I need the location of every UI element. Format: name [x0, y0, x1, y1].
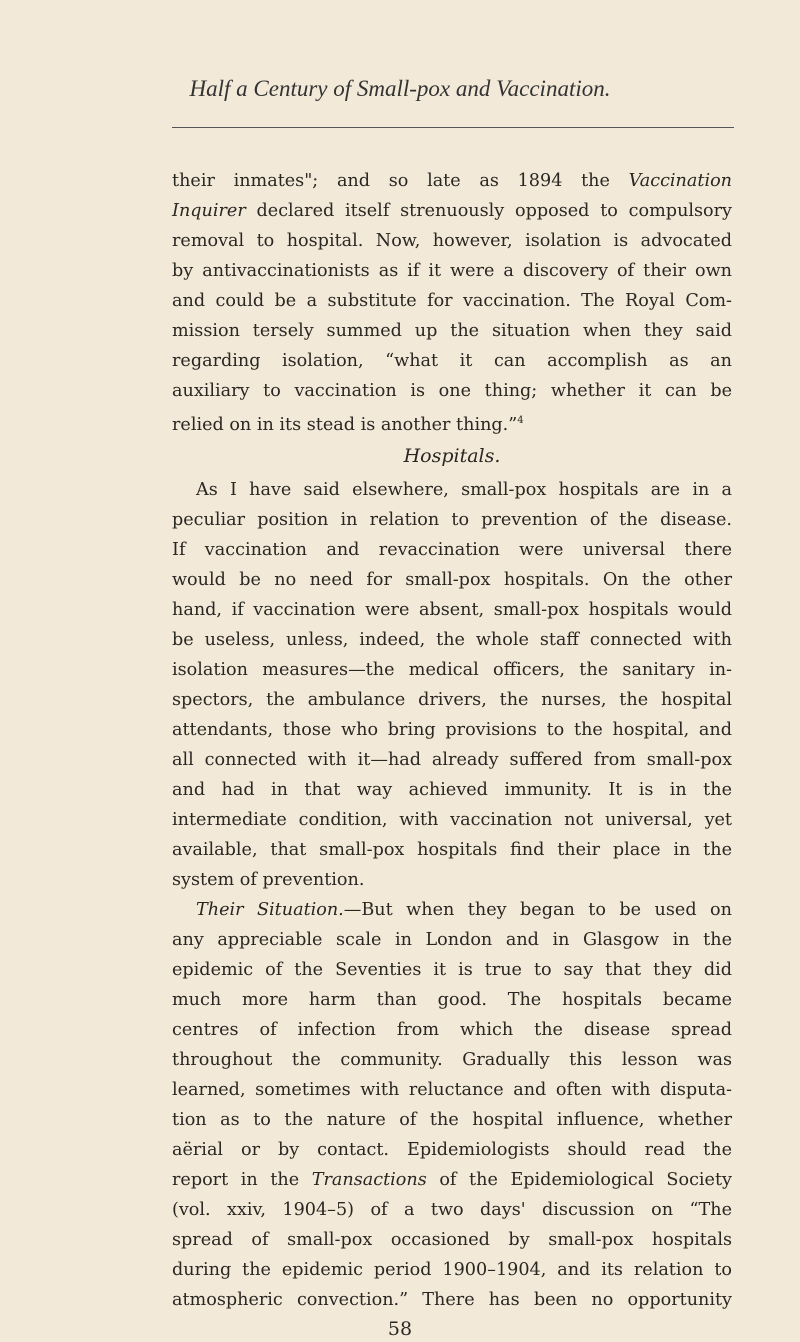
- text-run: aërial or by contact. Epidemiologists should read the: [172, 1140, 732, 1160]
- text-line: [172, 475, 732, 505]
- text-run: tion as to the nature of the hospital influence, whether: [172, 1110, 732, 1130]
- text-line: [172, 565, 732, 595]
- italic-text: Transactions: [311, 1170, 427, 1190]
- text-run: during the epidemic period 1900–1904, and its relation to: [172, 1260, 732, 1280]
- text-run: epidemic of the Seventies it is true to say that they did: [172, 960, 732, 980]
- text-line: [172, 1165, 732, 1195]
- section-heading: Hospitals.: [403, 445, 501, 467]
- text-line: [172, 256, 732, 286]
- text-run: available, that small-pox hospitals find their place in the: [172, 840, 732, 860]
- paragraph: [172, 166, 732, 436]
- text-line: [172, 625, 732, 655]
- text-run: all connected with it—had already suffered from small-pox: [172, 750, 732, 770]
- text-run: by antivaccinationists as if it were a discovery of their own: [172, 261, 732, 281]
- text-line: [172, 655, 732, 685]
- text-line: [172, 505, 732, 535]
- text-line: [172, 985, 732, 1015]
- text-run: —But when they began to be used on: [343, 900, 732, 920]
- text-line: [172, 1015, 732, 1045]
- text-run: isolation measures—the medical officers, the sanitary in-: [172, 660, 732, 680]
- text-line: [172, 286, 732, 316]
- text-line: [172, 1195, 732, 1225]
- text-run: be useless, unless, indeed, the whole staff connected with: [172, 630, 732, 650]
- italic-text: Vaccination: [628, 171, 732, 191]
- text-line: [172, 745, 732, 775]
- text-line: [172, 715, 732, 745]
- text-run: atmospheric convection.” There has been no opportunity: [172, 1290, 732, 1310]
- text-run: declared itself strenuously opposed to compulsory: [245, 201, 732, 221]
- text-run: system of prevention.: [172, 870, 365, 890]
- text-run: learned, sometimes with reluctance and often with disputa-: [172, 1080, 732, 1100]
- text-line: [172, 406, 732, 436]
- page-number: 58: [387, 1318, 413, 1340]
- text-run: (vol. xxiv, 1904–5) of a two days' discussion on “The: [172, 1200, 732, 1220]
- text-line: [172, 1135, 732, 1165]
- paragraph: [172, 475, 732, 895]
- italic-text: Their Situation.: [196, 900, 344, 920]
- text-run: any appreciable scale in London and in Glasgow in the: [172, 930, 732, 950]
- text-line: [172, 775, 732, 805]
- text-run: and could be a substitute for vaccination. The Royal Com-: [172, 291, 732, 311]
- footnote-ref: 4: [517, 415, 524, 426]
- text-run: attendants, those who bring provisions to the hospital, and: [172, 720, 732, 740]
- text-line: [172, 1075, 732, 1105]
- paragraph: [172, 895, 732, 1315]
- text-line: [172, 1285, 732, 1315]
- text-run: As I have said elsewhere, small-pox hospitals are in a: [196, 480, 732, 500]
- text-run: spectors, the ambulance drivers, the nurses, the hospital: [172, 690, 732, 710]
- text-run: spread of small-pox occasioned by small-pox hospitals: [172, 1230, 732, 1250]
- text-line: [172, 196, 732, 226]
- text-run: much more harm than good. The hospitals became: [172, 990, 732, 1010]
- text-line: [172, 925, 732, 955]
- text-line: [172, 595, 732, 625]
- text-run: If vaccination and revaccination were universal there: [172, 540, 732, 560]
- text-line: [172, 955, 732, 985]
- text-run: throughout the community. Gradually this lesson was: [172, 1050, 732, 1070]
- text-run: auxiliary to vaccination is one thing; whether it can be: [172, 381, 732, 401]
- text-run: mission tersely summed up the situation when they said: [172, 321, 732, 341]
- text-run: removal to hospital. Now, however, isolation is advocated: [172, 231, 732, 251]
- text-run: report in the: [172, 1170, 312, 1190]
- text-line: [172, 1225, 732, 1255]
- running-header: Half a Century of Small-pox and Vaccination.: [189, 76, 611, 101]
- text-run: would be no need for small-pox hospitals. On the other: [172, 570, 732, 590]
- page-body: [172, 166, 732, 1315]
- text-line: [172, 835, 732, 865]
- text-run: hand, if vaccination were absent, small-pox hospitals would: [172, 600, 732, 620]
- text-run: centres of infection from which the disease spread: [172, 1020, 732, 1040]
- text-run: peculiar position in relation to prevention of the disease.: [172, 510, 732, 530]
- header-rule: [172, 127, 734, 128]
- text-line: [172, 1105, 732, 1135]
- text-line: [172, 1255, 732, 1285]
- text-run: of the Epidemiological Society: [426, 1170, 732, 1190]
- text-run: relied on in its stead is another thing.”: [172, 414, 518, 435]
- text-line: [172, 535, 732, 565]
- text-line: [172, 865, 732, 895]
- text-line: [172, 1045, 732, 1075]
- text-run: regarding isolation, “what it can accomplish as an: [172, 351, 732, 371]
- text-line: [172, 376, 732, 406]
- text-line: [172, 685, 732, 715]
- text-run: and had in that way achieved immunity. It is in the: [172, 780, 732, 800]
- text-line: [172, 316, 732, 346]
- text-line: [172, 166, 732, 196]
- text-line: [172, 895, 732, 925]
- italic-text: Inquirer: [172, 201, 246, 221]
- text-line: [172, 805, 732, 835]
- text-line: [172, 346, 732, 376]
- text-run: intermediate condition, with vaccination not universal, yet: [172, 810, 732, 830]
- text-line: [172, 226, 732, 256]
- text-run: their inmates"; and so late as 1894 the: [172, 171, 629, 191]
